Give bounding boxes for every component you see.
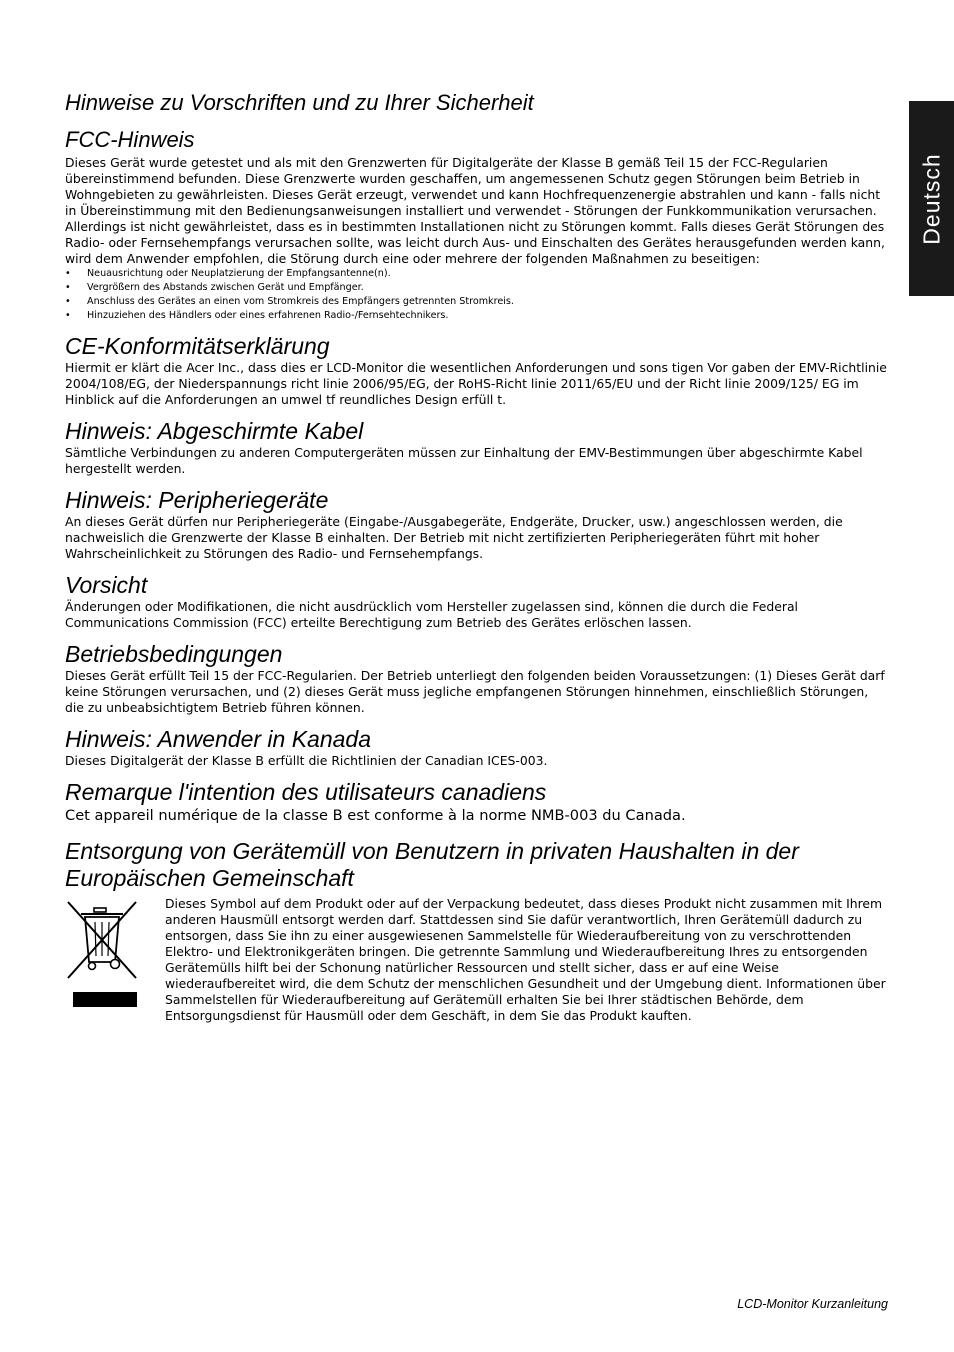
disposal-text: Dieses Symbol auf dem Produkt oder auf der Verpackung bedeutet, dass dieses Produkt nicht zusammen mit Ihrem anderen Hausmüll entsorgt werden darf. Stattdessen sind Sie dafür verantwortlich, Ihren Gerätemüll dadurch zu entsorgen, dass Sie ihn zu einer ausgewiesenen Sammelstelle für Wiederaufbereitung von zu verschrottenden Elektro- und Elektronikgeräten bringen. Die getrennte Sammlung und Wiederaufbereitung Ihres zu entsorgenden Gerätemülls hilft bei der Schonung natürlicher Ressourcen und stellt sicher, dass er auf eine Weise wiederaufbereitet wird, die dem Schutz der menschlichen Gesundheit und der Umgebung dient. Informationen über Sammelstellen für Wiederaufbereitung auf Gerätemüll erhalten Sie bei Ihrer städtischen Behörde, dem Entsorgungsdienst für Hausmüll oder dem Geschäft, in dem Sie das Produkt kauften. xyxy=(165,896,886,1023)
caution-heading: Vorsicht xyxy=(65,572,148,598)
list-item: • Vergrößern des Abstands zwischen Gerät und Empfänger. xyxy=(65,281,887,295)
ce-heading: CE-Konformitätserklärung xyxy=(65,333,330,359)
peripheral-text: An dieses Gerät dürfen nur Peripheriegeräte (Eingabe-/Ausgabegeräte, Endgeräte, Drucker, usw.) angeschlossen werden, die nachweislich die Grenzwerte der Klasse B einhalten. Der Betrieb mit nicht zertifizierten Peripheriegeräten führt mit hoher Wahrscheinlichkeit zu Störungen des Radio- und Fernsehempfangs. xyxy=(65,514,843,561)
operating-conditions-text: Dieses Gerät erfüllt Teil 15 der FCC-Regularien. Der Betrieb unterliegt den folgenden beiden Voraussetzungen: (1) Dieses Gerät darf keine Störungen verursachen, und (2) dieses Gerät muss jegliche empfangenen Störungen hinnehmen, einschließlich Störungen, die zu unbeabsichtigtem Betrieb führen können. xyxy=(65,668,885,715)
peripheral-heading: Hinweis: Peripheriegeräte xyxy=(65,487,329,513)
disposal-section xyxy=(65,838,887,1024)
shielded-cables-section xyxy=(65,418,887,477)
caution-section xyxy=(65,572,887,631)
page-title: Hinweise zu Vorschriften und zu Ihrer Sicherheit xyxy=(65,90,534,115)
language-tab-label: Deutsch xyxy=(918,152,944,245)
operating-conditions-heading: Betriebsbedingungen xyxy=(65,641,283,667)
remarque-heading: Remarque l'intention des utilisateurs canadiens xyxy=(65,779,547,805)
fcc-section xyxy=(65,127,887,323)
remarque-section xyxy=(65,779,887,826)
page-content xyxy=(65,89,887,1024)
list-item: • Neuausrichtung oder Neuplatzierung der Empfangsantenne(n). xyxy=(65,267,887,281)
footer-manual-title: LCD-Monitor Kurzanleitung xyxy=(737,1297,888,1311)
ce-section xyxy=(65,333,887,408)
canada-heading: Hinweis: Anwender in Kanada xyxy=(65,726,371,752)
disposal-heading: Entsorgung von Gerätemüll von Benutzern in privaten Haushalten in der Europäischen Gemeinschaft xyxy=(65,838,799,891)
operating-conditions-section xyxy=(65,641,887,716)
remarque-text: Cet appareil numérique de la classe B est conforme à la norme NMB-003 du Canada. xyxy=(65,807,686,824)
peripheral-section xyxy=(65,487,887,562)
crossed-out-wheelie-bin-icon xyxy=(65,896,165,1024)
fcc-paragraph-1: Dieses Gerät wurde getestet und als mit den Grenzwerten für Digitalgeräte der Klasse B gemäß Teil 15 der FCC-Regularien übereinstimmend befunden. Diese Grenzwerte wurden geschaffen, um angemessenen Schutz gegen Störungen beim Betrieb in Wohngebieten zu gewährleisten. Dieses Gerät erzeugt, verwendet und kann Hochfrequenzenergie abstrahlen und kann - falls nicht in Übereinstimmung mit den Bedienungsanweisungen installiert und verwendet - Störungen der Funkkommunikation verursachen. xyxy=(65,155,881,218)
shielded-cables-text: Sämtliche Verbindungen zu anderen Computergeräten müssen zur Einhaltung der EMV-Bestimmungen über abgeschirmte Kabel hergestellt werden. xyxy=(65,445,863,476)
canada-section xyxy=(65,726,887,769)
fcc-paragraph-2: Allerdings ist nicht gewährleistet, dass es in bestimmten Installationen nicht zu Störungen kommt. Falls dieses Gerät Störungen des Radio- oder Fernsehempfangs verursachen sollte, was leicht durch Aus- und Einschalten des Gerätes herausgefunden werden kann, wird dem Anwender empfohlen, die Störung durch eine oder mehrere der folgenden Maßnahmen zu beseitigen: xyxy=(65,219,885,266)
language-tab xyxy=(909,101,954,296)
caution-text: Änderungen oder Modifikationen, die nicht ausdrücklich vom Hersteller zugelassen sind, können die durch die Federal Communications Commission (FCC) erteilte Berechtigung zum Betrieb des Gerätes erlöschen lassen. xyxy=(65,599,798,630)
disposal-body xyxy=(65,896,887,1024)
canada-text: Dieses Digitalgerät der Klasse B erfüllt die Richtlinien der Canadian ICES-003. xyxy=(65,753,548,768)
list-item: • Anschluss des Gerätes an einen vom Stromkreis des Empfängers getrennten Stromkreis. xyxy=(65,295,887,309)
shielded-cables-heading: Hinweis: Abgeschirmte Kabel xyxy=(65,418,364,444)
fcc-measures-list xyxy=(65,267,887,323)
list-item: • Hinzuziehen des Händlers oder eines erfahrenen Radio-/Fernsehtechnikers. xyxy=(65,309,887,323)
ce-text: Hiermit er klärt die Acer Inc., dass dies er LCD-Monitor die wesentlichen Anforderungen und sons tigen Vor gaben der EMV-Richtlinie 2004/108/EG, der Niederspannungs richt linie 2006/95/EG, der RoHS-Richt linie 2011/65/EU und der Richt linie 2009/125/ EG im Hinblick auf die Anforderungen an umwel tf reundliches Design erfüll t. xyxy=(65,360,887,407)
fcc-heading: FCC-Hinweis xyxy=(65,127,195,152)
